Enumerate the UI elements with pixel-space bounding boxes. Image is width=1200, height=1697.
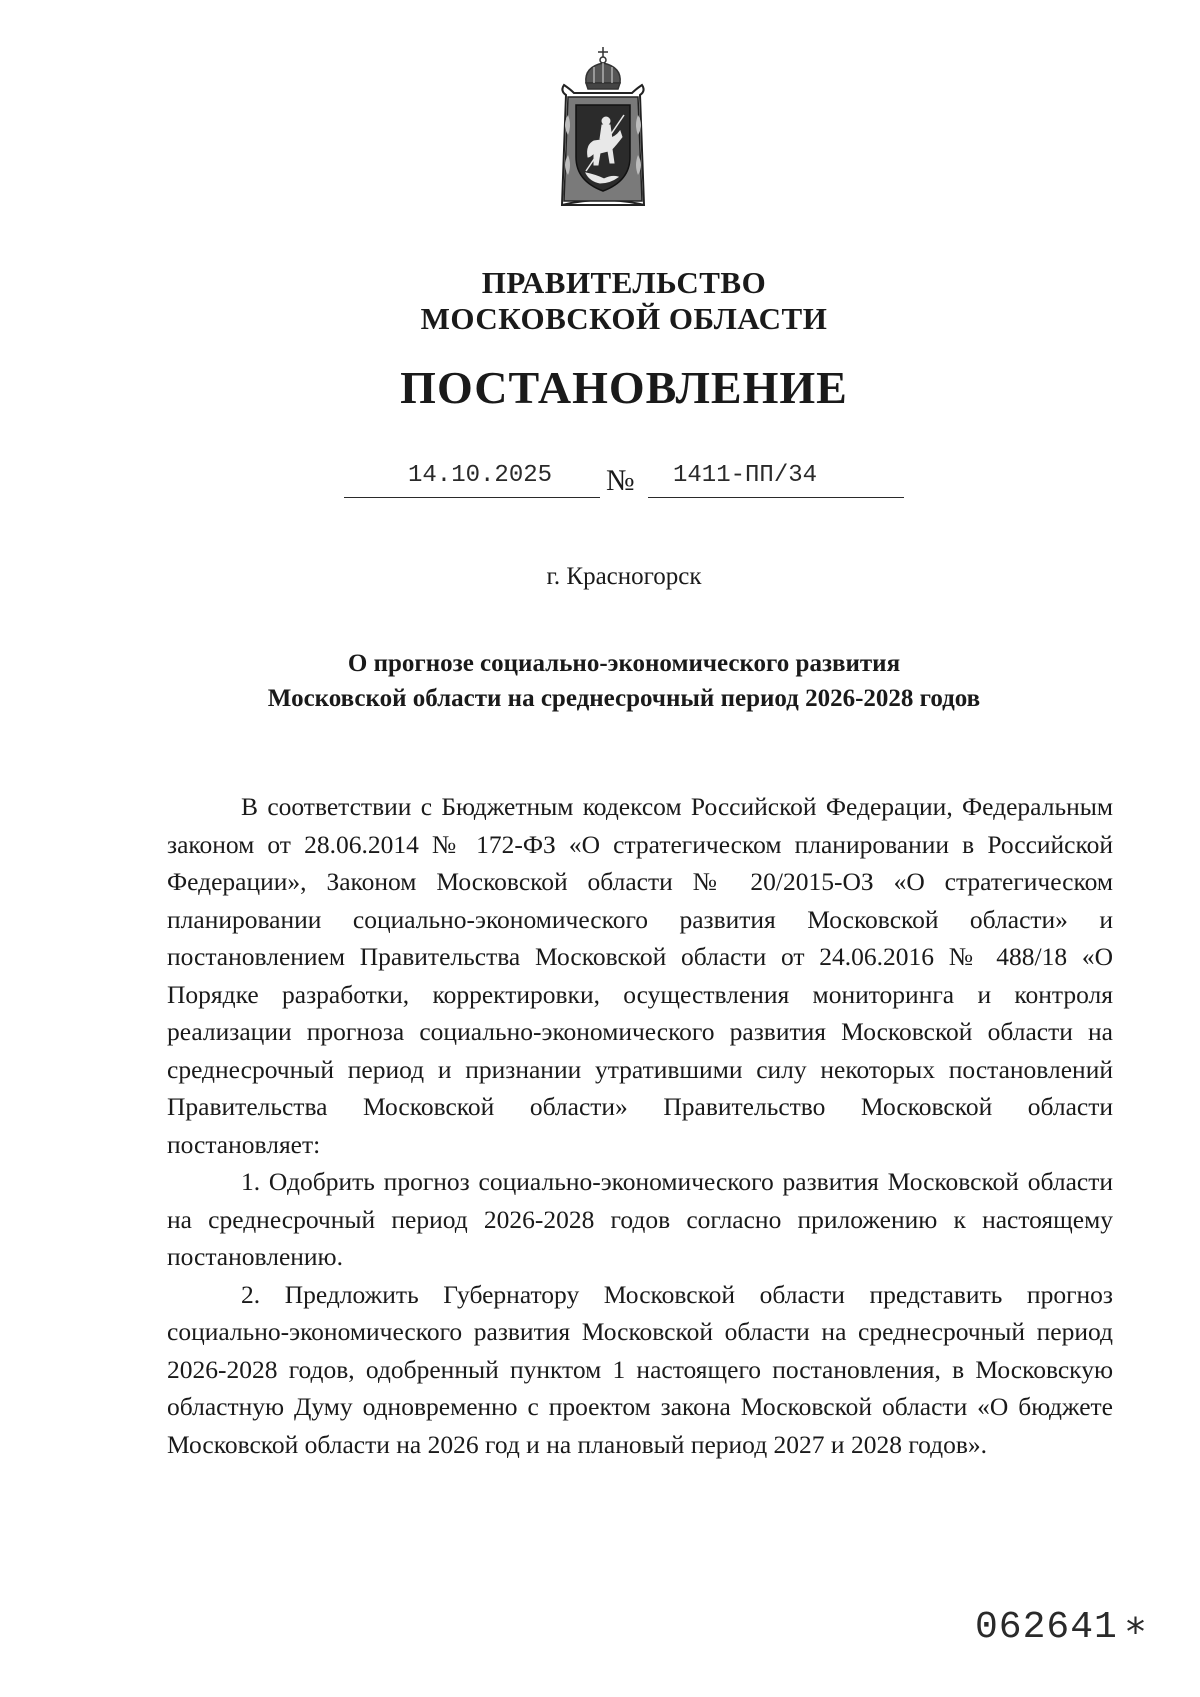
serial-number: 062641 bbox=[975, 1606, 1118, 1649]
document-body bbox=[167, 788, 1113, 1463]
preamble-paragraph: В соответствии с Бюджетным кодексом Российской Федерации, Федеральным законом от 28.06.2014 № 172-ФЗ «О стратегическом планировании в Российской Федерации», Законом Московской области № 20/2015-ОЗ «О стратегическом планировании социально-экономического развития Московской области» и постановлением Правительства Московской области от 24.06.2016 № 488/18 «О Порядке разработки, корректировки, осуществления мониторинга и контроля реализации прогноза социально-экономического развития Московской области на среднесрочный период и признании утратившими силу некоторых постановлений Правительства Московской области» Правительство Московской области постановляет: bbox=[167, 792, 1113, 1159]
document-date: 14.10.2025 bbox=[408, 462, 553, 489]
document-title-line2: Московской области на среднесрочный период 2026-2028 годов bbox=[267, 685, 981, 712]
number-underline bbox=[648, 497, 904, 498]
number-sign: № bbox=[606, 464, 635, 497]
document-type: ПОСТАНОВЛЕНИЕ bbox=[400, 362, 848, 413]
coat-of-arms-icon bbox=[556, 45, 650, 210]
document-number: 1411-ПП/34 bbox=[673, 462, 818, 489]
city-of-issue: г. Красногорск bbox=[546, 563, 702, 590]
organization-name-line2: МОСКОВСКОЙ ОБЛАСТИ bbox=[420, 301, 828, 336]
date-underline bbox=[344, 497, 600, 498]
item-1-paragraph: 1. Одобрить прогноз социально-экономического развития Московской области на среднесрочный период 2026-2028 годов согласно приложению к настоящему постановлению. bbox=[167, 1167, 1113, 1271]
item-2-paragraph: 2. Предложить Губернатору Московской области представить прогноз социально-экономического развития Московской области на среднесрочный период 2026-2028 годов, одобренный пунктом 1 настоящего постановления, в Московскую областную Думу одновременно с проектом закона Московской области «О бюджете Московской области на 2026 год и на плановый период 2027 и 2028 годов». bbox=[167, 1279, 1113, 1459]
organization-name-line1: ПРАВИТЕЛЬСТВО bbox=[481, 265, 767, 300]
asterisk-mark: * bbox=[1126, 1610, 1145, 1654]
document-title-line1: О прогнозе социально-экономического развития bbox=[347, 650, 901, 677]
